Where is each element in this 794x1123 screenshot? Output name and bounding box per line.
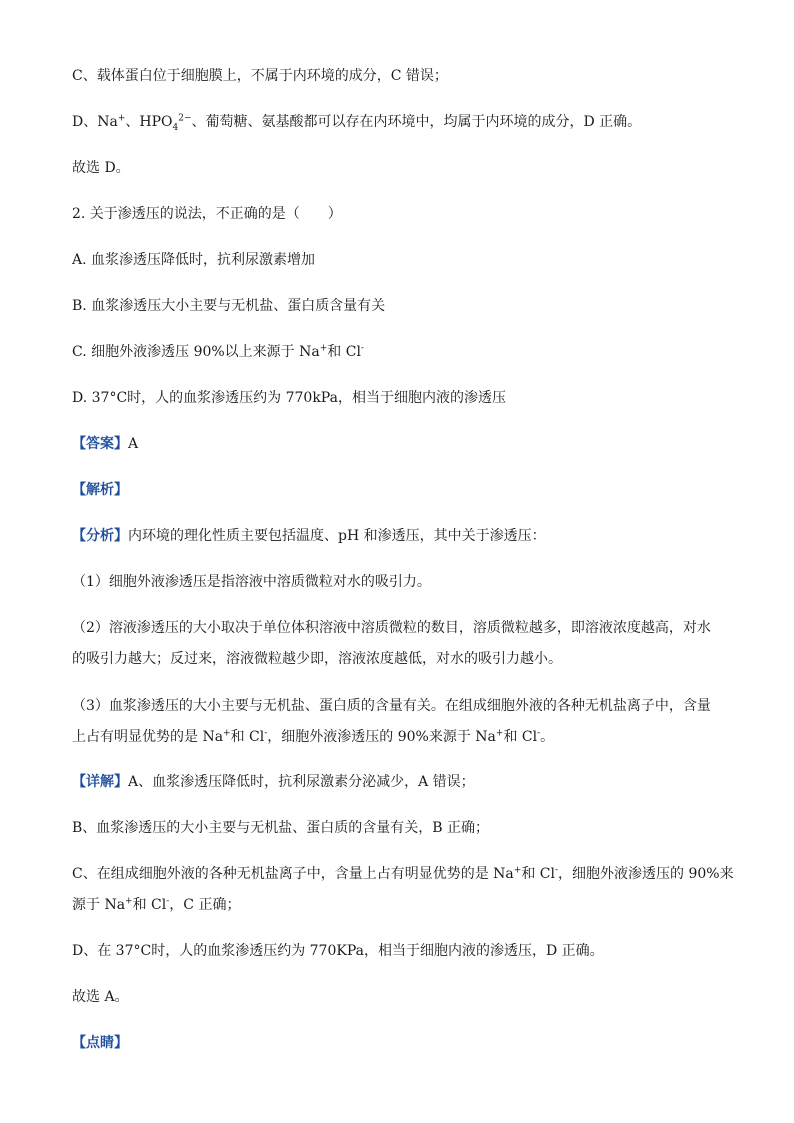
- text-span: 和 Cl: [132, 897, 167, 913]
- text-span: 和 Cl: [521, 866, 555, 882]
- analysis-intro: [72, 526, 546, 546]
- text-span: 内环境的理化性质主要包括温度、pH 和渗透压，其中关于渗透压：: [128, 528, 546, 544]
- text-span: ，细胞外液渗透压的 90%来: [558, 866, 734, 882]
- detail-c-line-2: [72, 895, 240, 915]
- text-span: B. 血浆渗透压大小主要与无机盐、蛋白质含量有关: [72, 298, 386, 314]
- text-span: 和 Cl: [503, 729, 538, 745]
- analysis-heading: [72, 480, 128, 500]
- detail-a: [72, 772, 475, 792]
- text-span: （1）细胞外液渗透压是指溶液中溶质微粒对水的吸引力。: [72, 574, 431, 590]
- detail-tag: 【详解】: [72, 774, 128, 790]
- point-2-line-2: [72, 649, 562, 669]
- point-3-line-2: [72, 727, 554, 747]
- superscript: +: [513, 865, 522, 876]
- text-span: A. 血浆渗透压降低时，抗利尿激素增加: [72, 252, 316, 268]
- question-title: [72, 204, 342, 224]
- fenxi-tag: 【分析】: [72, 528, 128, 544]
- superscript: +: [117, 113, 126, 124]
- detail-b: [72, 818, 489, 838]
- point-2-line-1: [72, 618, 711, 638]
- superscript: -: [537, 728, 541, 739]
- text-span: C. 细胞外液渗透压 90%以上来源于 Na: [72, 344, 320, 360]
- superscript: +: [495, 728, 504, 739]
- text-span: B、血浆渗透压的大小主要与无机盐、蛋白质的含量有关，B 正确；: [72, 820, 490, 836]
- text-span: ，C 正确；: [169, 897, 241, 913]
- text-span: 故选 A。: [72, 989, 129, 1005]
- text-line-option-d-components: [72, 112, 641, 132]
- text-span: D. 37°C时，人的血浆渗透压约为 770kPa，相当于细胞内液的渗透压: [72, 390, 506, 406]
- text-span: 源于 Na: [72, 897, 126, 913]
- text-span: D、Na: [72, 114, 118, 130]
- answer-line: [72, 434, 138, 454]
- text-line-choose-d: [72, 158, 130, 178]
- text-span: C、在组成细胞外液的各种无机盐离子中，含量上占有明显优势的是 Na: [72, 866, 514, 882]
- text-span: C、载体蛋白位于细胞膜上，不属于内环境的成分，C 错误；: [72, 68, 448, 84]
- detail-c-line-1: [72, 864, 734, 884]
- text-span: 上占有明显优势的是 Na: [72, 729, 224, 745]
- detail-d: [72, 941, 604, 961]
- answer-value: A: [128, 436, 139, 452]
- choose-a: [72, 987, 129, 1007]
- subscript: 4: [172, 122, 179, 133]
- text-span: 2. 关于渗透压的说法，不正确的是（ ）: [72, 206, 342, 222]
- superscript: -: [554, 865, 558, 876]
- comment-heading: [72, 1033, 128, 1053]
- text-span: （3）血浆渗透压的大小主要与无机盐、蛋白质的含量有关。在组成细胞外液的各种无机盐离子中，含量: [72, 698, 711, 714]
- superscript: +: [223, 728, 231, 739]
- text-span: （2）溶液渗透压的大小取决于单位体积溶液中溶质微粒的数目，溶质微粒越多，即溶液浓度越高，对水: [72, 620, 711, 636]
- option-a: [72, 250, 315, 270]
- text-span: 和 Cl: [327, 344, 361, 360]
- superscript: -: [264, 728, 268, 739]
- superscript: -: [360, 343, 364, 354]
- point-1: [72, 572, 431, 592]
- analysis-tag: 【解析】: [72, 482, 128, 498]
- point-3-line-1: [72, 696, 711, 716]
- text-span: 的吸引力越大；反过来，溶液微粒越少即，溶液浓度越低，对水的吸引力越小。: [72, 651, 562, 667]
- text-span: 、葡萄糖、氨基酸都可以存在内环境中，均属于内环境的成分，D 正确。: [191, 114, 642, 130]
- superscript: +: [319, 343, 328, 354]
- answer-tag: 【答案】: [72, 436, 128, 452]
- text-span: 和 Cl: [230, 729, 265, 745]
- option-c: [72, 342, 364, 362]
- text-span: 、HPO: [125, 114, 173, 130]
- superscript: 2−: [178, 113, 192, 124]
- option-b: [72, 296, 385, 316]
- option-d: [72, 388, 506, 408]
- text-span: 。: [540, 729, 555, 745]
- text-span: A、血浆渗透压降低时，抗利尿激素分泌减少，A 错误；: [128, 774, 475, 790]
- superscript: +: [125, 896, 133, 907]
- comment-tag: 【点睛】: [72, 1035, 128, 1051]
- text-span: ，细胞外液渗透压的 90%来源于 Na: [267, 729, 496, 745]
- superscript: -: [166, 896, 170, 907]
- text-line-option-c-carrier: [72, 66, 448, 86]
- text-span: 故选 D。: [72, 160, 130, 176]
- text-span: D、在 37°C时，人的血浆渗透压约为 770KPa，相当于细胞内液的渗透压，D 正确。: [72, 943, 604, 959]
